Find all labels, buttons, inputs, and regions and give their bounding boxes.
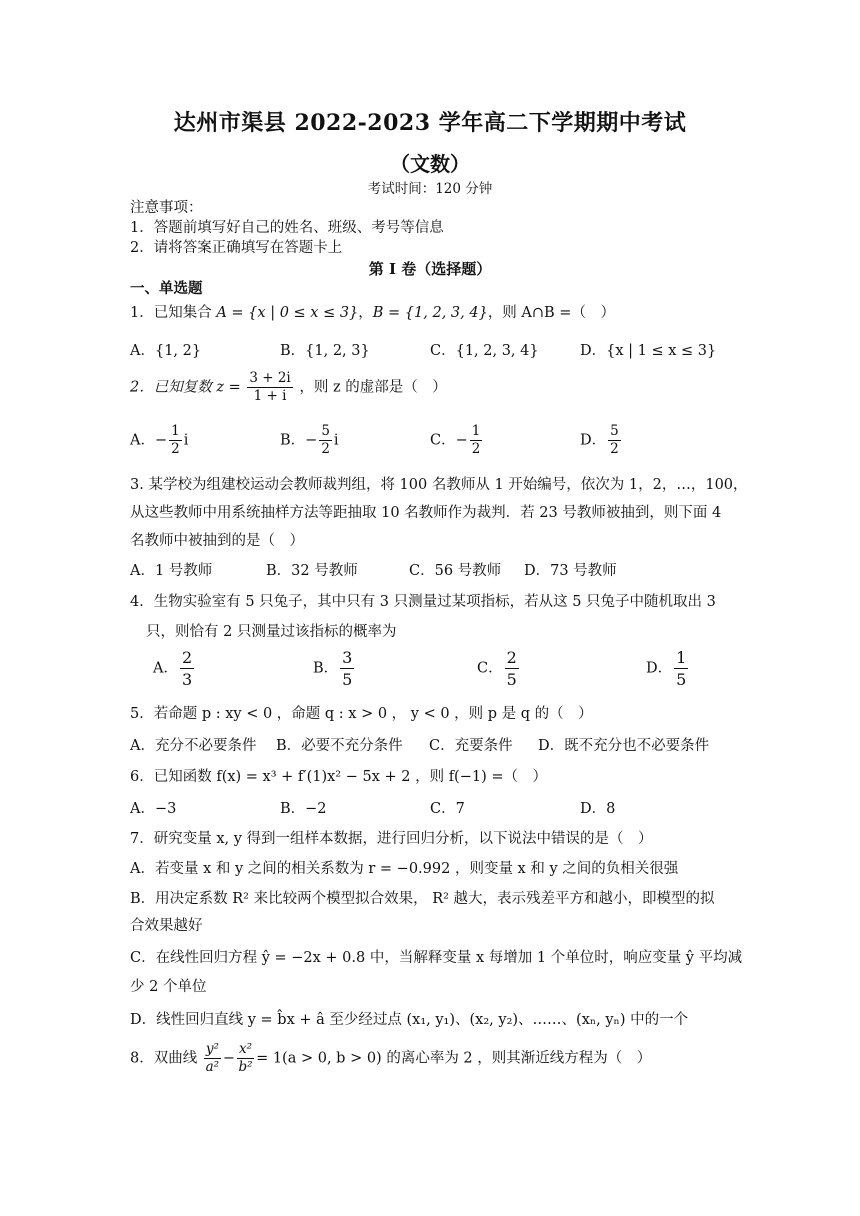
question-3-line: 3. 某学校为组建校运动会教师裁判组，将 100 名教师从 1 开始编号，依次为 1，2，…，100， [130,477,748,493]
question-3-option-a: A．1 号教师 [130,563,213,579]
question-5-option-c: C．充要条件 [429,738,513,754]
question-2-option-d: D． $\frac{5}{2}$ [580,423,619,457]
question-7-stem: 7．研究变量 x, y 得到一组样本数据，进行回归分析，以下说法中错误的是（ ） [130,831,653,847]
question-2-stem: 2．已知复数 z = $\frac{3 + 2i}{1 + i}$ ，则 z 的虚部是（ ） [130,370,447,404]
question-7-option-c: C．在线性回归方程 ŷ = −2x + 0.8 中，当解释变量 x 每增加 1 个单位时，响应变量 ŷ 平均减 [130,950,743,966]
set-a: A = {x | 0 ≤ x ≤ 3} [216,305,359,321]
question-1-stem: 1．已知集合 A = {x | 0 ≤ x ≤ 3}，B = {1, 2, 3, 4}，则 A∩B =（ ） [130,305,615,321]
question-6-option-b: B．−2 [280,801,327,817]
notes-heading: 注意事项： [130,200,203,216]
question-5-option-d: D．既不充分也不必要条件 [538,738,710,754]
question-7-option-c-cont: 少 2 个单位 [130,979,207,995]
question-3-line: 名教师中被抽到的是（ ） [130,533,304,549]
complex-fraction: $\frac{3 + 2i}{1 + i}$ [249,370,291,404]
part-title: 第 I 卷（选择题） [368,260,492,278]
question-7-option-a: A．若变量 x 和 y 之间的相关系数为 r = −0.992 ，则变量 x 和 y 之间的负相关很强 [130,861,679,877]
question-2-option-a: A．− $\frac{1}{2}$ i [130,423,189,457]
exam-time: 考试时间：120 分钟 [367,181,493,197]
question-1-option-b: B．{1, 2, 3} [280,343,370,359]
section-title: 一、单选题 [130,280,203,297]
question-4-option-d: D． $\frac{1}{5}$ [646,648,687,689]
question-4-line: 只，则恰有 2 只测量过该指标的概率为 [146,624,397,640]
page-subtitle: （文数） [390,152,470,176]
question-3-option-c: C．56 号教师 [409,563,502,579]
question-4-line: 4．生物实验室有 5 只兔子，其中只有 3 只测量过某项指标，若从这 5 只兔子中随机取出 3 [130,594,716,610]
notes-item: 2．请将答案正确填写在答题卡上 [130,240,343,256]
question-6-option-d: D．8 [580,801,616,817]
question-3-option-d: D．73 号教师 [524,563,617,579]
question-1-option-a: A．{1, 2} [130,343,202,359]
question-2-option-b: B．− $\frac{5}{2}$ i [280,423,339,457]
question-5-stem: 5．若命题 p : xy < 0 ，命题 q : x > 0 ， y < 0 ，则 p 是 q 的（ ） [130,706,593,722]
question-6-option-a: A．−3 [130,801,177,817]
notes-item: 1．答题前填写好自己的姓名、班级、考号等信息 [130,220,444,236]
hyperbola-term-y: $\frac{\text{y²}}{\text{a²}}$ [205,1041,220,1075]
question-6-stem: 6．已知函数 f(x) = x³ + f′(1)x² − 5x + 2 ，则 f(−1) =（ ） [130,769,548,785]
question-8-stem: 8．双曲线 $\frac{\text{y²}}{\text{a²}}$ − $\frac{\text{x²}}{\text{b²}}$ = 1(a > 0, b > 0) 的离心率为 2 ，则其渐近线方程为（ ） [130,1041,652,1075]
set-b: B = {1, 2, 3, 4} [372,305,488,321]
question-2-option-c: C．− $\frac{1}{2}$ [430,423,481,457]
question-3-line: 从这些教师中用系统抽样方法等距抽取 10 名教师作为裁判．若 23 号教师被抽到，则下面 4 [130,505,722,521]
question-4-option-c: C． $\frac{2}{5}$ [477,648,517,689]
question-1-option-d: D．{x | 1 ≤ x ≤ 3} [580,343,717,359]
question-7-option-b: B．用决定系数 R² 来比较两个模型拟合效果， R² 越大，表示残差平方和越小，即模型的拟 [130,891,715,907]
question-4-option-b: B． $\frac{3}{5}$ [313,648,353,689]
hyperbola-term-x: $\frac{\text{x²}}{\text{b²}}$ [238,1041,253,1075]
question-4-option-a: A． $\frac{2}{3}$ [153,648,193,689]
page-title: 达州市渠县 2022-2023 学年高二下学期期中考试 [173,110,687,136]
question-5-option-b: B．必要不充分条件 [276,738,403,754]
question-1-option-c: C．{1, 2, 3, 4} [430,343,539,359]
question-6-option-c: C．7 [430,801,465,817]
question-7-option-b-cont: 合效果越好 [130,918,203,934]
question-7-option-d: D．线性回归直线 y = b̂x + â 至少经过点 (x₁, y₁)、(x₂, y₂)、……、(xₙ, yₙ) 中的一个 [130,1012,689,1028]
question-5-option-a: A．充分不必要条件 [130,738,257,754]
question-3-option-b: B．32 号教师 [266,563,358,579]
